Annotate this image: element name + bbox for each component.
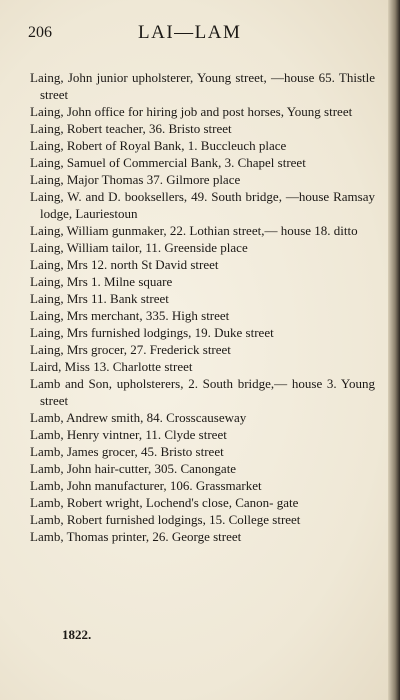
running-head: LAI—LAM [138, 22, 242, 43]
page-number: 206 [28, 24, 52, 41]
directory-entry: Lamb, James grocer, 45. Bristo street [30, 444, 224, 459]
directory-entry: Laing, Mrs 12. north St David street [30, 257, 219, 272]
directory-entry: Laing, Robert teacher, 36. Bristo street [30, 121, 232, 136]
directory-entry: Lamb, Thomas printer, 26. George street [30, 529, 242, 544]
directory-entry: Laing, John office for hiring job and post horses, Young street [30, 104, 353, 119]
directory-entry: Laing, Major Thomas 37. Gilmore place [30, 172, 241, 187]
imprint-year: 1822. [62, 627, 92, 642]
directory-entry: Lamb and Son, upholsterers, 2. South bridge,— house 3. Young street [30, 376, 375, 408]
directory-entry: Laing, Mrs 11. Bank street [30, 291, 169, 306]
page-header [28, 22, 368, 46]
directory-entries [30, 69, 375, 545]
directory-entry: Lamb, John hair-cutter, 305. Canongate [30, 461, 237, 476]
directory-entry: Laing, Mrs furnished lodgings, 19. Duke street [30, 325, 274, 340]
directory-entry: Lamb, Henry vintner, 11. Clyde street [30, 427, 227, 442]
directory-entry: Laing, Mrs merchant, 335. High street [30, 308, 230, 323]
directory-entry: Laing, Mrs 1. Milne square [30, 274, 173, 289]
directory-entry: Lamb, Robert wright, Lochend's close, Canon- gate [30, 495, 299, 510]
directory-entry: Laing, Robert of Royal Bank, 1. Buccleuch place [30, 138, 287, 153]
directory-entry: Laing, W. and D. booksellers, 49. South bridge, —house Ramsay lodge, Lauriestoun [30, 189, 375, 221]
directory-entry: Laing, William tailor, 11. Greenside place [30, 240, 248, 255]
directory-entry: Lamb, John manufacturer, 106. Grassmarket [30, 478, 262, 493]
directory-entry: Laird, Miss 13. Charlotte street [30, 359, 193, 374]
directory-entry: Laing, Mrs grocer, 27. Frederick street [30, 342, 231, 357]
directory-entry: Lamb, Robert furnished lodgings, 15. College street [30, 512, 301, 527]
directory-entry: Laing, William gunmaker, 22. Lothian street,— house 18. ditto [30, 223, 358, 238]
book-gutter-edge [388, 0, 400, 700]
directory-entry: Laing, John junior upholsterer, Young street, —house 65. Thistle street [30, 70, 375, 102]
directory-entry: Laing, Samuel of Commercial Bank, 3. Chapel street [30, 155, 306, 170]
directory-entry: Lamb, Andrew smith, 84. Crosscauseway [30, 410, 247, 425]
